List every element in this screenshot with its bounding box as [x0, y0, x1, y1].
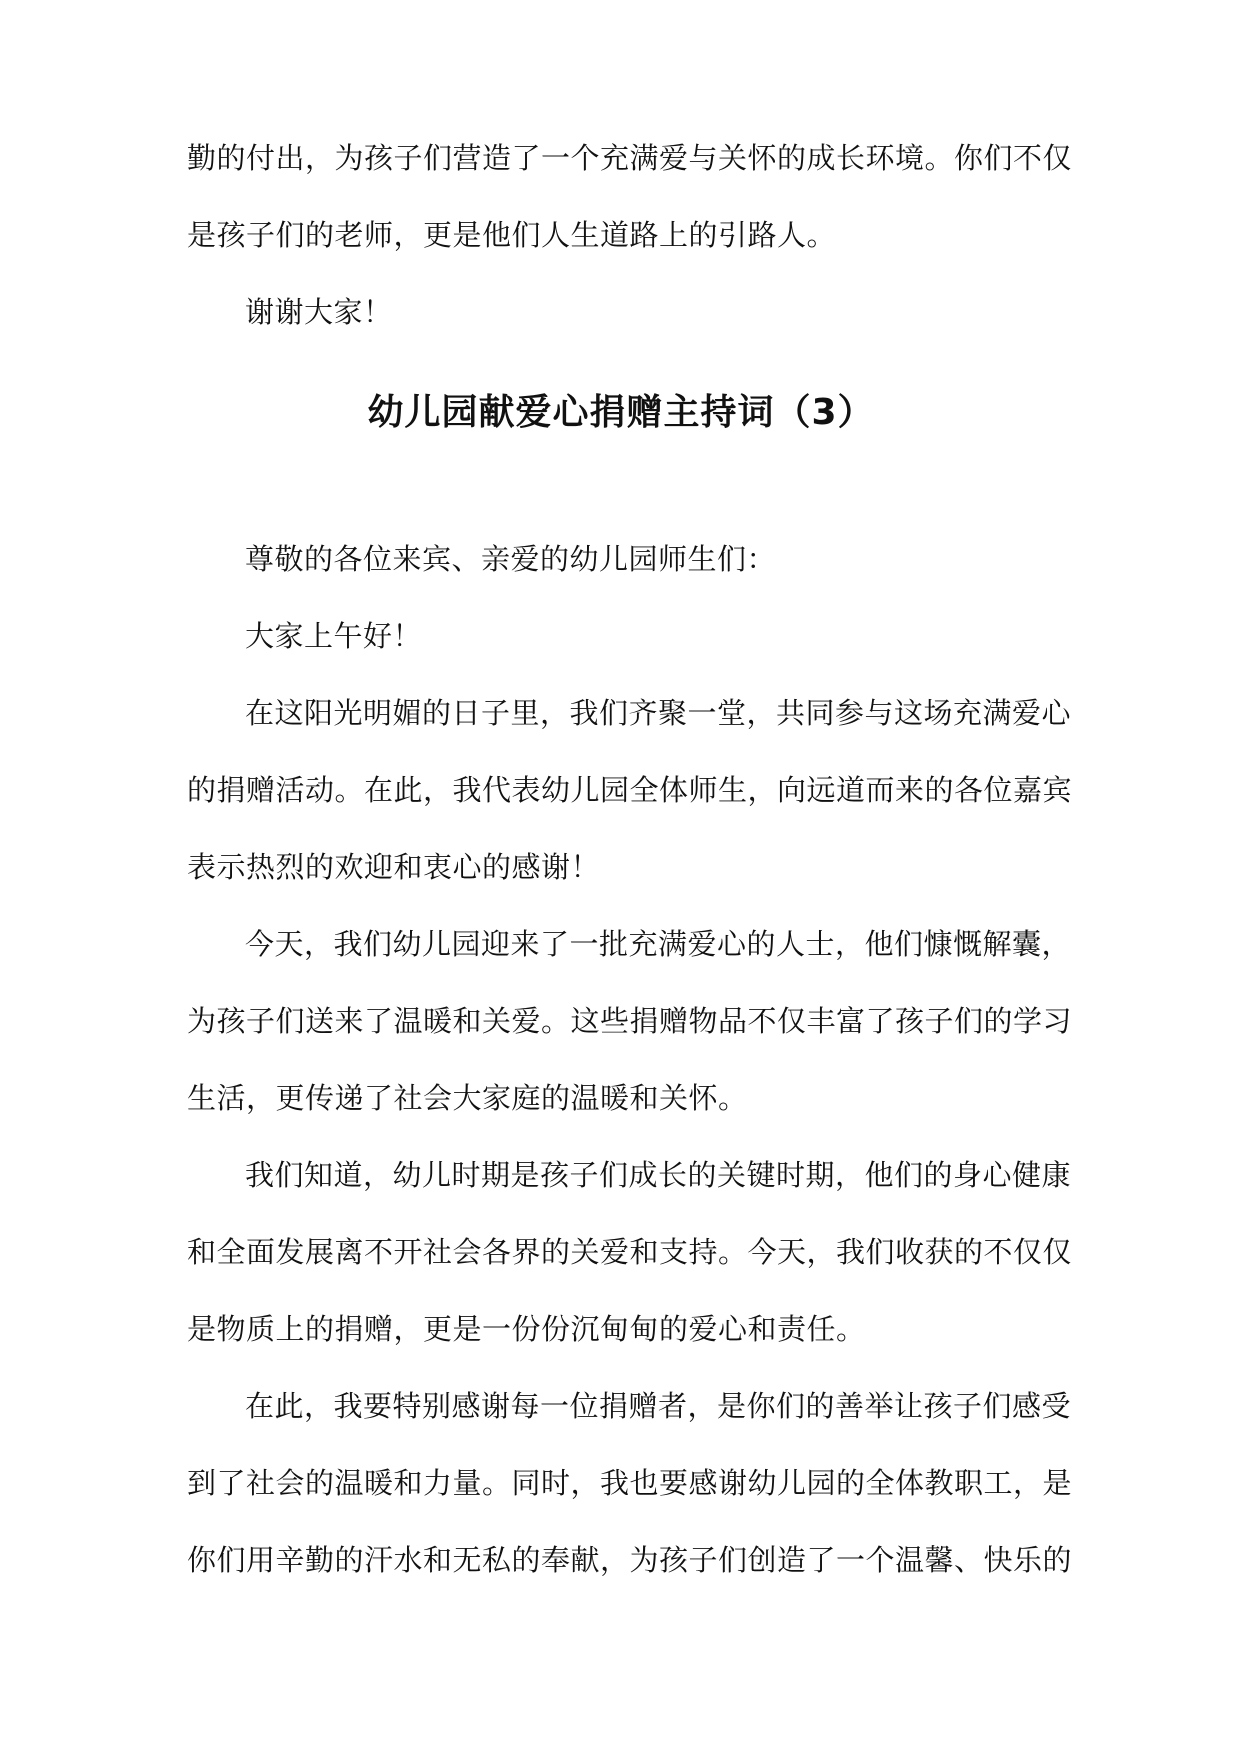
paragraph-line: 勤的付出，为孩子们营造了一个充满爱与关怀的成长环境。你们不仅: [187, 141, 1073, 175]
paragraph-line: 和全面发展离不开社会各界的关爱和支持。今天，我们收获的不仅仅: [187, 1235, 1073, 1269]
paragraph-line: 是孩子们的老师，更是他们人生道路上的引路人。: [187, 218, 837, 252]
paragraph-line: 你们用辛勤的汗水和无私的奉献，为孩子们创造了一个温馨、快乐的: [187, 1543, 1073, 1577]
paragraph-line: 今天，我们幼儿园迎来了一批充满爱心的人士，他们慷慨解囊，: [245, 927, 1072, 961]
salutation-line: 尊敬的各位来宾、亲爱的幼儿园师生们：: [245, 542, 777, 576]
closing-line: 谢谢大家！: [245, 295, 393, 329]
paragraph-line: 到了社会的温暖和力量。同时，我也要感谢幼儿园的全体教职工，是: [187, 1466, 1073, 1500]
paragraph-line: 我们知道，幼儿时期是孩子们成长的关键时期，他们的身心健康: [245, 1158, 1072, 1192]
paragraph-line: 在此，我要特别感谢每一位捐赠者，是你们的善举让孩子们感受: [245, 1389, 1072, 1423]
paragraph-line: 表示热烈的欢迎和衷心的感谢！: [187, 850, 601, 884]
paragraph-line: 为孩子们送来了温暖和关爱。这些捐赠物品不仅丰富了孩子们的学习: [187, 1004, 1073, 1038]
paragraph-line: 生活，更传递了社会大家庭的温暖和关怀。: [187, 1081, 748, 1115]
paragraph-line: 在这阳光明媚的日子里，我们齐聚一堂，共同参与这场充满爱心: [245, 696, 1072, 730]
section-title: 幼儿园献爱心捐赠主持词（3）: [367, 392, 875, 433]
document-body: [187, 138, 1073, 1617]
paragraph-line: 是物质上的捐赠，更是一份份沉甸甸的爱心和责任。: [187, 1312, 866, 1346]
paragraph-line: 的捐赠活动。在此，我代表幼儿园全体师生，向远道而来的各位嘉宾: [187, 773, 1073, 807]
greeting-line: 大家上午好！: [245, 619, 423, 653]
